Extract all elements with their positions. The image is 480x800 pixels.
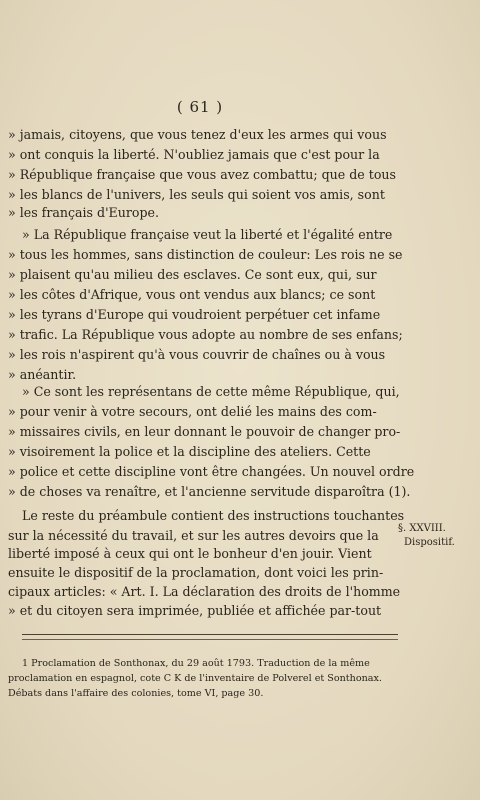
text-line: » les rois n'aspirent qu'à vous couvrir de chaînes ou à vous: [8, 347, 386, 362]
text-line: » missaires civils, en leur donnant le pouvoir de changer pro-: [8, 424, 401, 439]
text-line: cipaux articles: « Art. I. La déclaration des droits de l'homme: [8, 584, 401, 599]
text-line: » trafic. La République vous adopte au nombre de ses enfans;: [8, 327, 403, 342]
footnote-rule: [22, 634, 398, 635]
text-line: ensuite le dispositif de la proclamation, dont voici les prin-: [8, 565, 384, 580]
footnote-line: 1 Proclamation de Sonthonax, du 29 août 1793. Traduction de la même: [22, 658, 370, 669]
margin-section-label: Dispositif.: [404, 537, 455, 548]
text-line: » Ce sont les représentans de cette même République, qui,: [22, 384, 400, 399]
text-line: » anéantir.: [8, 367, 77, 382]
text-line: » La République française veut la liberté et l'égalité entre: [22, 227, 393, 242]
text-line: » République française que vous avez combattu; que de tous: [8, 167, 396, 182]
text-line: » ont conquis la liberté. N'oubliez jamais que c'est pour la: [8, 147, 380, 162]
text-line: » de choses va renaître, et l'ancienne servitude disparoîtra (1).: [8, 484, 411, 499]
text-line: » visoirement la police et la discipline des ateliers. Cette: [8, 444, 371, 459]
text-line: » les tyrans d'Europe qui voudroient perpétuer cet infame: [8, 307, 381, 322]
text-line: » les français d'Europe.: [8, 205, 159, 220]
text-line: » les côtes d'Afrique, vous ont vendus aux blancs; ce sont: [8, 287, 376, 302]
footnote-rule-thin: [22, 639, 398, 640]
text-line: Le reste du préambule contient des instructions touchantes: [22, 508, 405, 523]
text-line: » tous les hommes, sans distinction de couleur: Les rois ne se: [8, 247, 403, 262]
text-line: » police et cette discipline vont être changées. Un nouvel ordre: [8, 464, 415, 479]
text-line: » jamais, citoyens, que vous tenez d'eux les armes qui vous: [8, 127, 387, 142]
footnote-line: proclamation en espagnol, cote C K de l'inventaire de Polverel et Sonthonax.: [8, 673, 382, 684]
text-line: » les blancs de l'univers, les seuls qui soient vos amis, sont: [8, 187, 385, 202]
text-line: sur la nécessité du travail, et sur les autres devoirs que la: [8, 528, 379, 543]
margin-section-number: §. XXVIII.: [398, 523, 446, 534]
text-line: » plaisent qu'au milieu des esclaves. Ce sont eux, qui, sur: [8, 267, 377, 282]
text-line: » pour venir à votre secours, ont delié les mains des com-: [8, 404, 377, 419]
footnote-line: Débats dans l'affaire des colonies, tome VI, page 30.: [8, 688, 264, 699]
text-line: » et du citoyen sera imprimée, publiée et affichée par-tout: [8, 603, 382, 618]
page-number: ( 61 ): [176, 98, 224, 116]
text-line: liberté imposé à ceux qui ont le bonheur d'en jouir. Vient: [8, 546, 372, 561]
